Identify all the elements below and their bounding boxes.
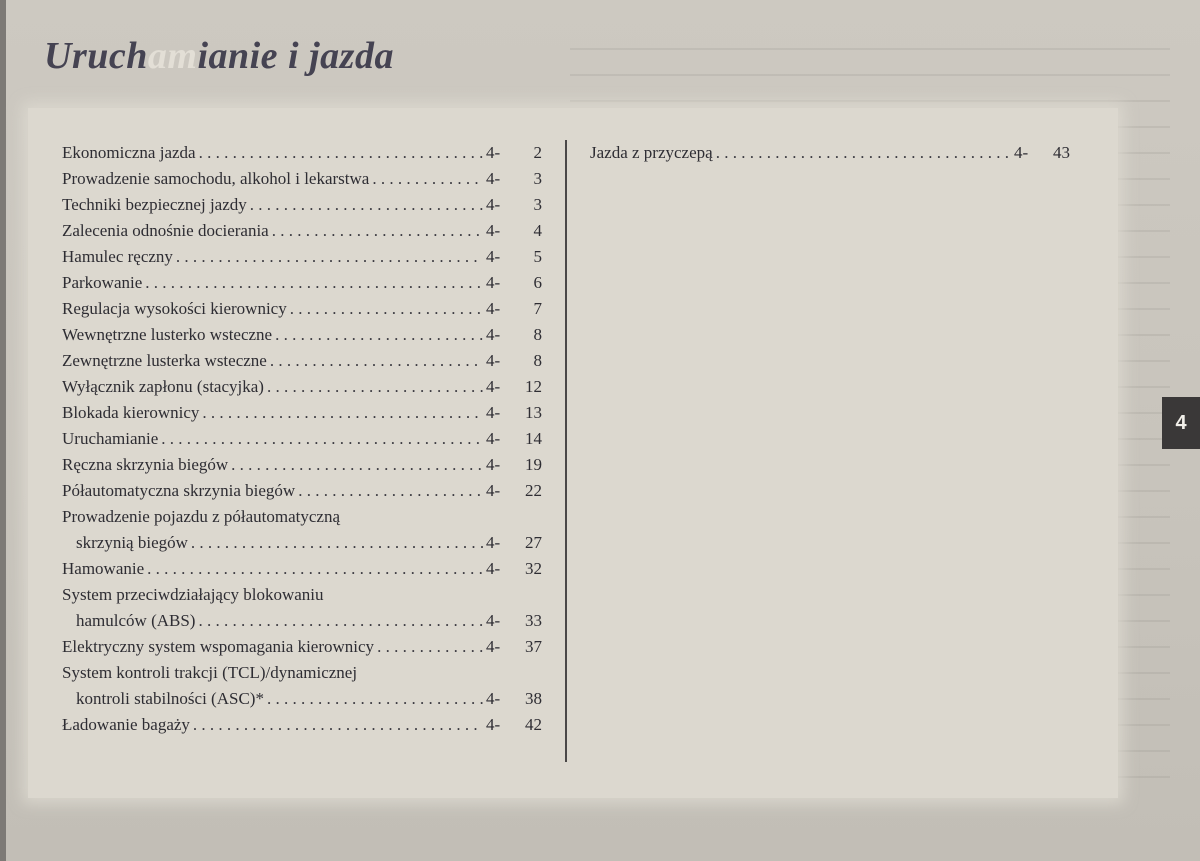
chapter-number: 4- [486,481,501,500]
page-number: 14 [525,429,542,448]
toc-entry[interactable] [62,140,542,166]
toc-entry-title: Techniki bezpiecznej jazdy [62,195,247,214]
page-number: 3 [533,169,542,188]
toc-entry-title: System kontroli trakcji (TCL)/dynamicznej [62,663,358,682]
toc-entry-title: Ekonomiczna jazda [62,143,196,162]
toc-entry-title: Półautomatyczna skrzynia biegów [62,481,296,500]
dot-leader [199,140,483,166]
chapter-number: 4- [486,299,501,318]
chapter-number: 4- [486,377,501,396]
toc-entry-title: Prowadzenie samochodu, alkohol i lekarstwa [62,169,370,188]
page-reference [486,634,542,660]
chapter-number: 4- [486,325,501,344]
page-reference [486,192,542,218]
toc-entry-title: Hamulec ręczny [62,247,173,266]
toc-entry-title: hamulców (ABS) [76,611,196,630]
toc-right-column [590,140,1070,166]
toc-entry-title: Jazda z przyczepą [590,143,713,162]
page-number: 22 [525,481,542,500]
page-reference [486,322,542,348]
toc-entry[interactable] [62,608,542,634]
toc-entry-title: Ładowanie bagaży [62,715,190,734]
toc-left-column [62,140,542,738]
page-reference [486,686,542,712]
dot-leader [191,530,483,556]
toc-entry[interactable] [62,322,542,348]
dot-leader [176,244,483,270]
toc-entry-title: Elektryczny system wspomagania kierownicy [62,637,375,656]
toc-entry-title: Prowadzenie pojazdu z półautomatyczną [62,507,341,526]
chapter-number: 4- [486,611,501,630]
page-reference [486,426,542,452]
toc-entry[interactable] [62,218,542,244]
page-reference [486,530,542,556]
toc-entry-title: kontroli stabilności (ASC)* [76,689,264,708]
chapter-number: 4- [486,403,501,422]
page-number: 2 [533,143,542,162]
toc-entry-title-line [62,504,542,530]
toc-entry[interactable] [62,712,542,738]
toc-entry-title: skrzynią biegów [76,533,188,552]
dot-leader [250,192,483,218]
chapter-number: 4- [486,455,501,474]
page-reference [486,478,542,504]
page-title: Uruchamianie i jazda [44,35,394,77]
toc-entry[interactable] [62,634,542,660]
chapter-number: 4- [486,143,501,162]
dot-leader [275,322,483,348]
dot-leader [377,634,483,660]
toc-entry[interactable] [62,296,542,322]
page-reference [486,140,542,166]
page-number: 42 [525,715,542,734]
column-divider [565,140,567,762]
chapter-number: 4- [486,247,501,266]
page-number: 8 [533,351,542,370]
dot-leader [202,400,483,426]
page-number: 32 [525,559,542,578]
chapter-number: 4- [486,351,501,370]
toc-entry[interactable] [62,400,542,426]
chapter-number: 4- [486,559,501,578]
toc-entry[interactable] [62,530,542,556]
dot-leader [716,140,1011,166]
page-reference [486,374,542,400]
chapter-number: 4- [486,429,501,448]
page-number: 43 [1053,143,1070,162]
dot-leader [298,478,483,504]
chapter-number: 4- [486,689,501,708]
toc-entry-title: Blokada kierownicy [62,403,200,422]
page-reference [486,348,542,374]
page-number: 33 [525,611,542,630]
page-number: 3 [533,195,542,214]
toc-entry-title: Zalecenia odnośnie docierania [62,221,269,240]
toc-entry-title: Wyłącznik zapłonu (stacyjka) [62,377,264,396]
toc-entry[interactable] [62,426,542,452]
dot-leader [270,348,483,374]
page-number: 19 [525,455,542,474]
page-reference [486,270,542,296]
chapter-number: 4- [486,637,501,656]
chapter-number: 4- [486,273,501,292]
toc-entry-title-line [62,660,542,686]
chapter-number: 4- [486,195,501,214]
dot-leader [193,712,483,738]
toc-entry[interactable] [62,192,542,218]
toc-entry-title: Regulacja wysokości kierownicy [62,299,287,318]
toc-entry[interactable] [62,452,542,478]
chapter-number: 4- [486,715,501,734]
toc-entry-title: Ręczna skrzynia biegów [62,455,229,474]
page-number: 37 [525,637,542,656]
toc-entry-title: Wewnętrzne lusterko wsteczne [62,325,273,344]
page-reference [486,296,542,322]
page-number: 5 [533,247,542,266]
dot-leader [290,296,483,322]
dot-leader [147,556,483,582]
dot-leader [267,686,483,712]
page-number: 38 [525,689,542,708]
page-reference [486,218,542,244]
toc-entry[interactable] [62,686,542,712]
page-reference [486,400,542,426]
dot-leader [231,452,483,478]
page-number: 4 [533,221,542,240]
page-reference [486,608,542,634]
toc-entry-title: Hamowanie [62,559,145,578]
dot-leader [161,426,483,452]
chapter-number: 4- [486,533,501,552]
chapter-number: 4- [486,169,501,188]
page-number: 27 [525,533,542,552]
dot-leader [198,608,483,634]
toc-entry[interactable] [62,244,542,270]
page-reference [486,244,542,270]
toc-entry-title-line [62,582,542,608]
page-number: 13 [525,403,542,422]
toc-entry[interactable] [62,478,542,504]
page-number: 12 [525,377,542,396]
toc-entry[interactable] [62,166,542,192]
dot-leader [372,166,483,192]
toc-entry-title: Uruchamianie [62,429,159,448]
toc-entry-title: Parkowanie [62,273,143,292]
dot-leader [145,270,483,296]
dot-leader [267,374,483,400]
toc-entry[interactable] [62,270,542,296]
toc-entry[interactable] [62,374,542,400]
chapter-number: 4- [1014,143,1029,162]
page-number: 7 [533,299,542,318]
chapter-number: 4- [486,221,501,240]
page-reference [486,166,542,192]
toc-entry-title: Zewnętrzne lusterka wsteczne [62,351,267,370]
toc-entry[interactable] [590,140,1070,166]
page-binding-edge [0,0,6,861]
page-number: 6 [533,273,542,292]
toc-entry[interactable] [62,556,542,582]
toc-entry-title: System przeciwdziałający blokowaniu [62,585,324,604]
page-title-part2-faded: am [147,35,198,77]
page-reference [486,712,542,738]
page-reference [486,556,542,582]
dot-leader [272,218,483,244]
toc-entry[interactable] [62,348,542,374]
page-title-part1: Uruch [44,35,148,77]
page-number: 8 [533,325,542,344]
page-reference [1014,140,1070,166]
page-reference [486,452,542,478]
chapter-tab[interactable]: 4 [1162,397,1200,449]
